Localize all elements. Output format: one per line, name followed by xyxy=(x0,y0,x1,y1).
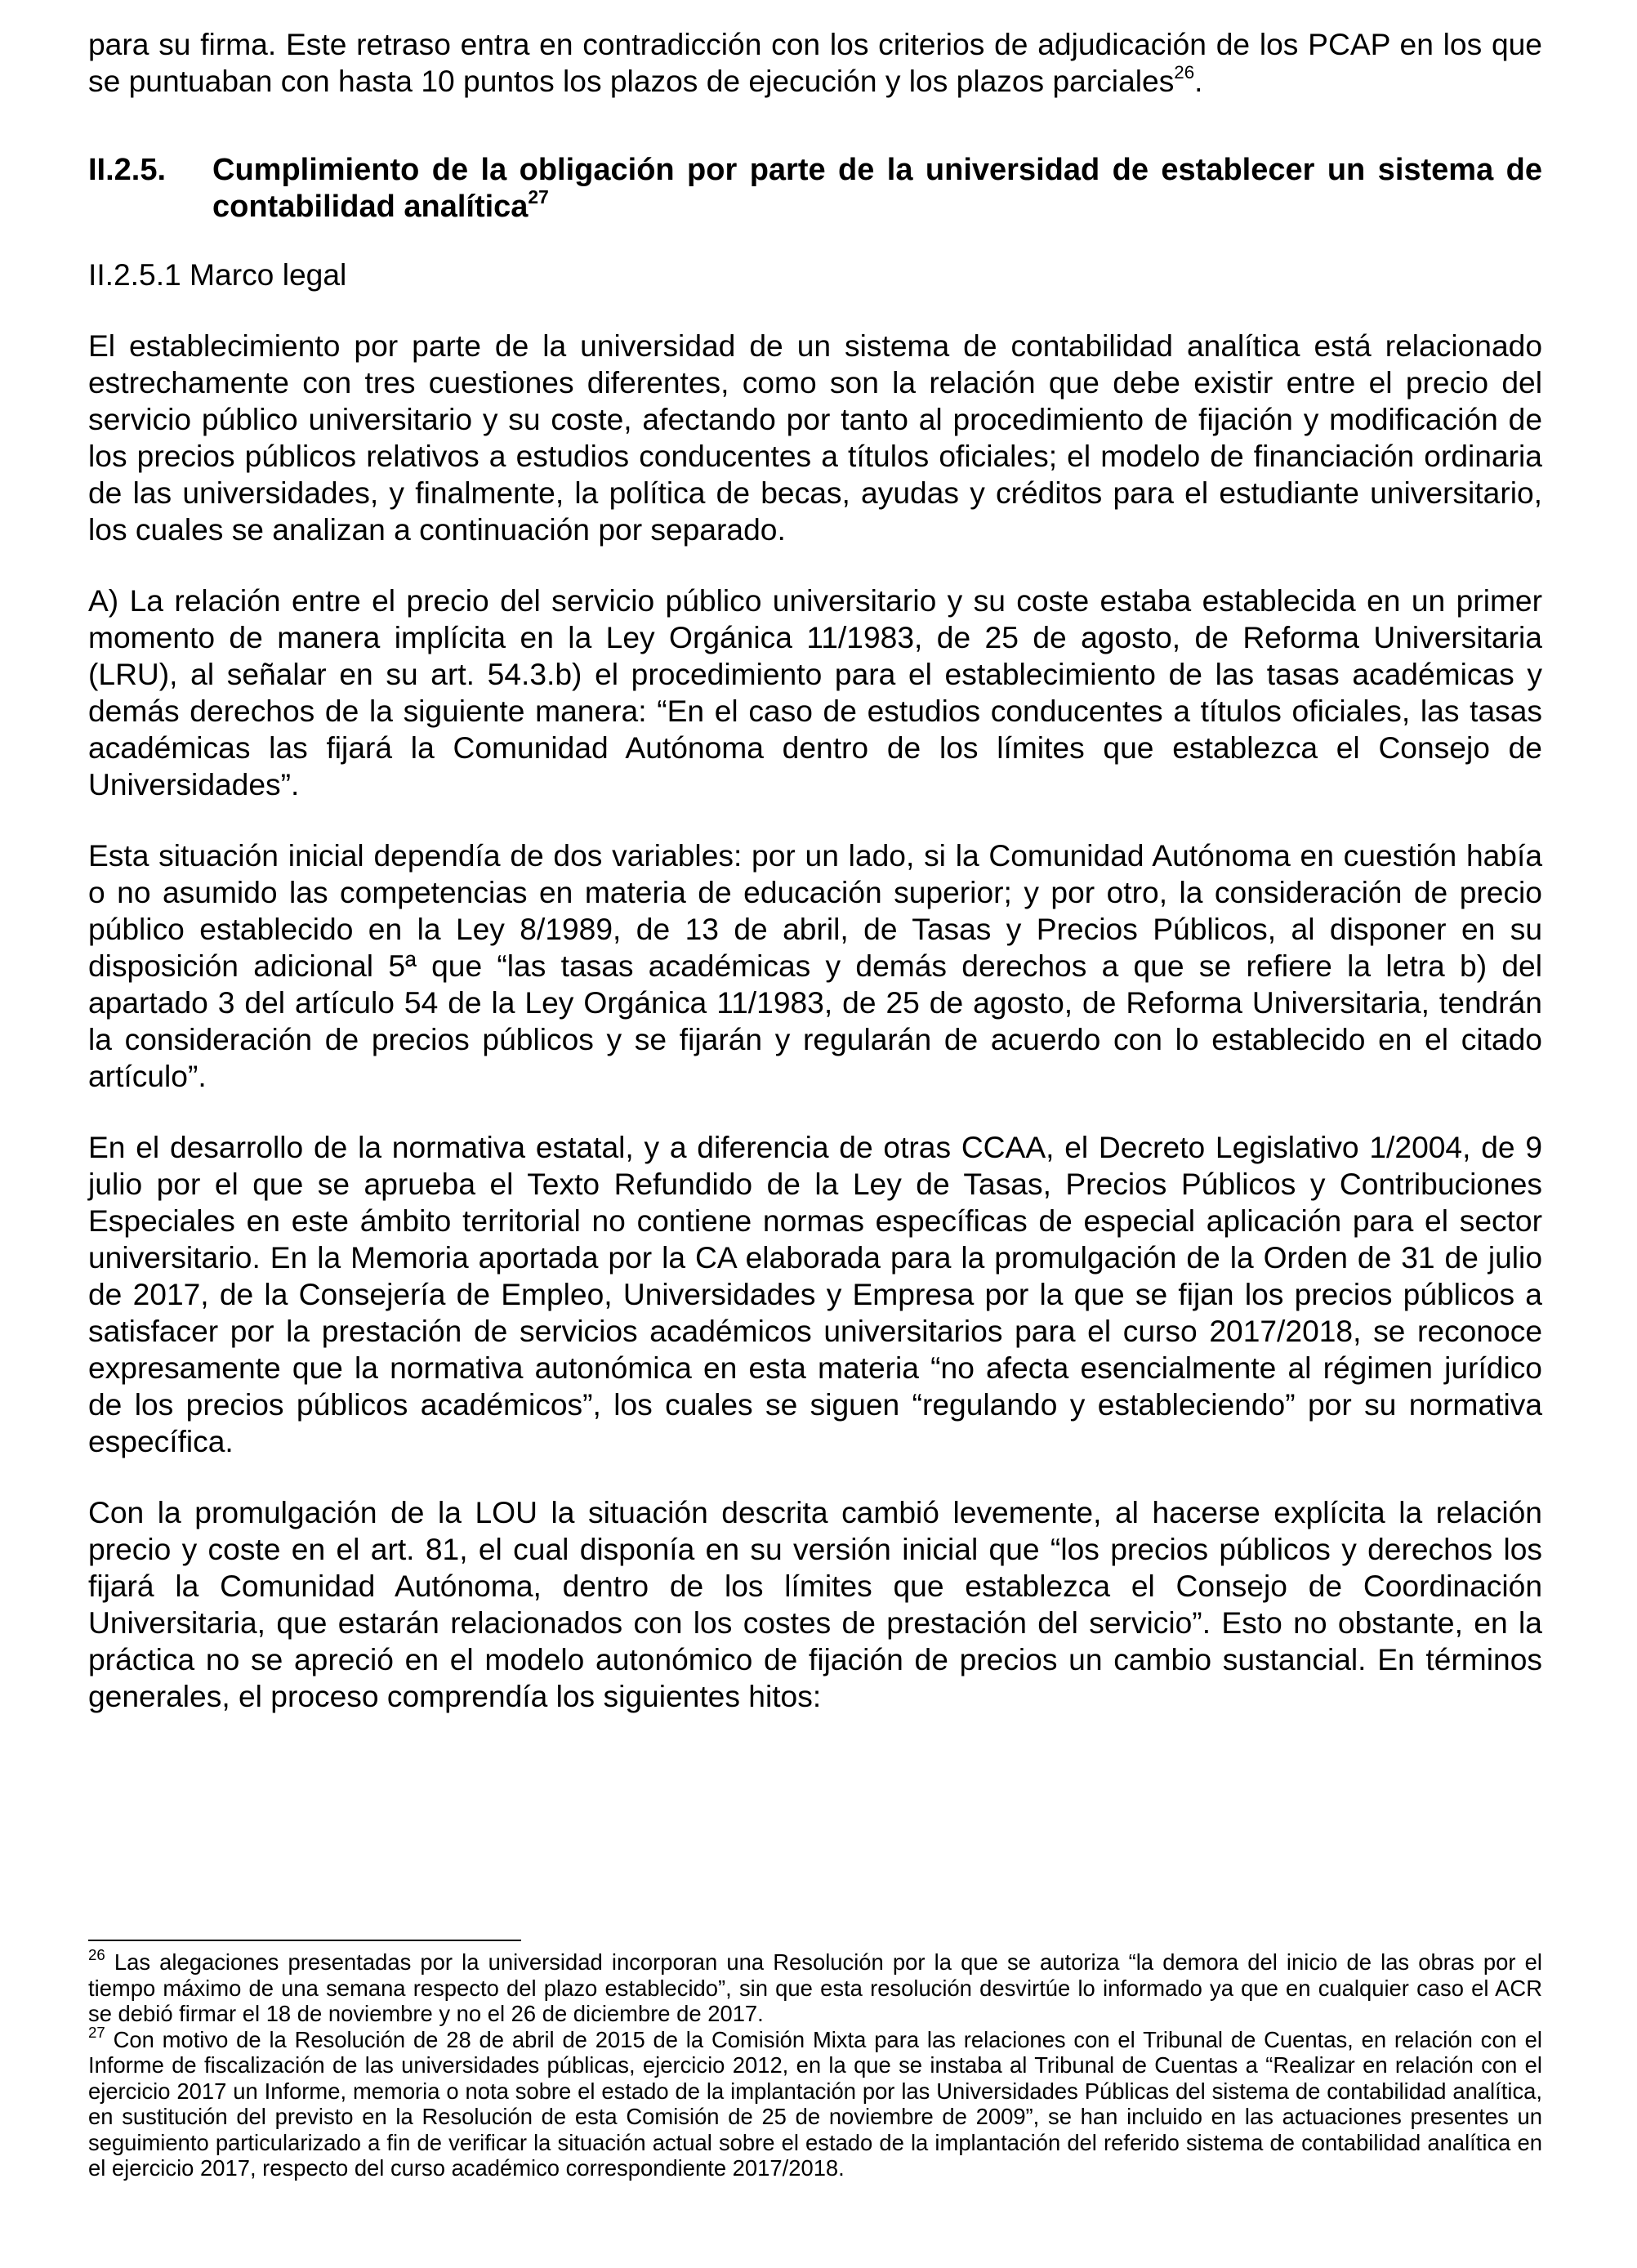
subsection-title: II.2.5.1 Marco legal xyxy=(88,257,347,292)
footnote-27 xyxy=(88,2023,1542,2181)
footnote-divider xyxy=(88,1940,521,1941)
paragraph-2: A) La relación entre el precio del servicio público universitario y su coste estaba establecida en un primer momento de manera implícita en la Ley Orgánica 11/1983, de 25 de agosto, de Reforma Universitaria (LRU), al señalar en su art. 54.3.b) el procedimiento para el establecimiento de las tasas académicas y demás derechos de la siguiente manera: “En el caso de estudios conducentes a títulos oficiales, las tasas académicas las fijará la Comunidad Autónoma dentro de los límites que establezca el Consejo de Universidades”. xyxy=(88,583,1542,801)
document-page xyxy=(88,25,1542,1715)
footnote-text: Las alegaciones presentadas por la universidad incorporan una Resolución por la que se autoriza “la demora del inicio de las obras por el tiempo máximo de una semana respecto del plazo establecido”, sin que esta resolución desvirtúe lo informado ya que en cualquier caso el ACR se debió firmar el 18 de noviembre y no el 26 de diciembre de 2017. xyxy=(88,1949,1542,2026)
intro-text: para su firma. Este retraso entra en contradicción con los criterios de adjudicación de los PCAP en los que se puntuaban con hasta 10 puntos los plazos de ejecución y los plazos parciales xyxy=(88,27,1542,98)
footnote-ref-26[interactable]: 26 xyxy=(1174,62,1195,83)
section-title xyxy=(212,152,1542,225)
paragraph-5: Con la promulgación de la LOU la situación descrita cambió levemente, al hacerse explícita la relación precio y coste en el art. 81, el cual disponía en su versión inicial que “los precios públicos y derechos los fijará la Comunidad Autónoma, dentro de los límites que establezca el Consejo de Coordinación Universitaria, que estarán relacionados con los costes de prestación del servicio”. Esto no obstante, en la práctica no se apreció en el modelo autonómico de fijación de precios un cambio sustancial. En términos generales, el proceso comprendía los siguientes hitos: xyxy=(88,1495,1542,1713)
paragraph-4: En el desarrollo de la normativa estatal, y a diferencia de otras CCAA, el Decreto Legislativo 1/2004, de 9 julio por el que se aprueba el Texto Refundido de la Ley de Tasas, Precios Públicos y Contribuciones Especiales en este ámbito territorial no contiene normas específicas de especial aplicación para el sector universitario. En la Memoria aportada por la CA elaborada para la promulgación de la Orden de 31 de julio de 2017, de la Consejería de Empleo, Universidades y Empresa por la que se fijan los precios públicos a satisfacer por la prestación de servicios académicos universitarios para el curso 2017/2018, se reconoce expresamente que la normativa autonómica en esta materia “no afecta esencialmente al régimen jurídico de los precios públicos académicos”, los cuales se siguen “regulando y estableciendo” por su normativa específica. xyxy=(88,1130,1542,1458)
section-title-text: Cumplimiento de la obligación por parte de la universidad de establecer un sistema de contabilidad analítica xyxy=(212,153,1542,224)
footnote-number: 26 xyxy=(88,1946,105,1964)
footnote-ref-27[interactable]: 27 xyxy=(528,186,549,208)
paragraph-1: El establecimiento por parte de la universidad de un sistema de contabilidad analítica está relacionado estrechamente con tres cuestiones diferentes, como son la relación que debe existir entre el precio del servicio público universitario y su coste, afectando por tanto al procedimiento de fijación y modificación de los precios públicos relativos a estudios conducentes a títulos oficiales; el modelo de financiación ordinaria de las universidades, y finalmente, la política de becas, ayudas y créditos para el estudiante universitario, los cuales se analizan a continuación por separado. xyxy=(88,328,1542,547)
intro-tail: . xyxy=(1194,64,1203,98)
paragraph-3: Esta situación inicial dependía de dos variables: por un lado, si la Comunidad Autónoma en cuestión había o no asumido las competencias en materia de educación superior; y por otro, la consideración de precio público establecido en la Ley 8/1989, de 13 de abril, de Tasas y Precios Públicos, al disponer en su disposición adicional 5ª que “las tasas académicas y demás derechos a que se refiere la letra b) del apartado 3 del artículo 54 de la Ley Orgánica 11/1983, de 25 de agosto, de Reforma Universitaria, tendrán la consideración de precios públicos y se fijarán y regularán de acuerdo con lo establecido en el citado artículo”. xyxy=(88,838,1542,1093)
footnotes xyxy=(88,1946,1542,2181)
section-heading xyxy=(88,152,1542,225)
intro-paragraph xyxy=(88,26,1542,100)
footnote-text: Con motivo de la Resolución de 28 de abril de 2015 de la Comisión Mixta para las relaciones con el Tribunal de Cuentas, en relación con el Informe de fiscalización de las universidades públicas, ejercicio 2012, en la que se instaba al Tribunal de Cuentas a “Realizar en relación con el ejercicio 2017 un Informe, memoria o nota sobre el estado de la implantación por las Universidades Públicas del sistema de contabilidad analítica, en sustitución del previsto en la Resolución de esta Comisión de 25 de noviembre de 2009”, se han incluido en las actuaciones presentes un seguimiento particularizado a fin de verificar la situación actual sobre el estado de la implantación del referido sistema de contabilidad analítica en el ejercicio 2017, respecto del curso académico correspondiente 2017/2018. xyxy=(88,2026,1542,2181)
footnote-26 xyxy=(88,1946,1542,2027)
footnote-number: 27 xyxy=(88,2023,105,2041)
section-number: II.2.5. xyxy=(88,153,167,187)
